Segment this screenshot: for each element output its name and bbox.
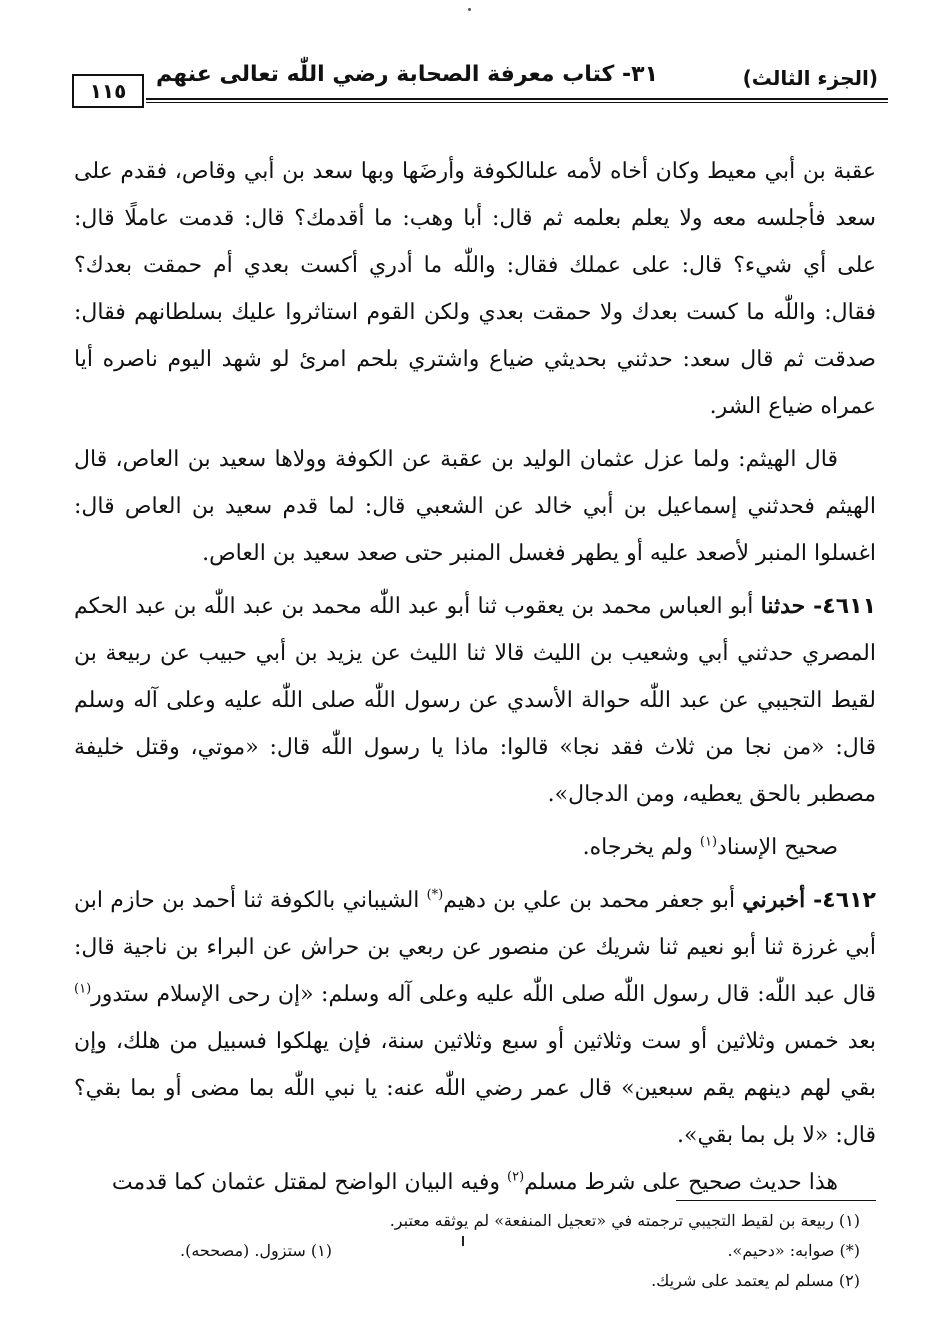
closing-text: هذا حديث صحيح على شرط مسلم [524,1170,838,1195]
page-number: ١١٥ [72,74,144,108]
volume-label: (الجزء الثالث) [742,66,878,90]
hadith-text: أبو العباس محمد بن يعقوب ثنا أبو عبد اللّٰه محمد بن عبد اللّٰه بن عبد الحكم المصري حدثني أبي وشعيب بن الليث قالا ثنا الليث عن يزيد بن أبي حبيب عن ربيعة بن لقيط التجيبي عن عبد اللّٰه حوالة الأسدي عن رسول اللّٰه صلى اللّٰه عليه وعلى آله وسلم قال: «من نجا من ثلاث فقد نجا» قالوا: ماذا يا رسول اللّٰه قال: «موتي، وقتل خليفة مصطبر بالحق يعطيه، ومن الدجال». [74,594,876,807]
footnotes [70,1206,860,1296]
page-body [74,148,876,1206]
footnote-ref: (*) [426,887,444,903]
hadith-text: الشيباني بالكوفة ثنا أحمد بن حازم ابن أبي غرزة ثنا أبو نعيم ثنا شريك عن منصور عن ربعي بن حراش عن البراء بن ناجية قال: قال عبد اللّٰه: قال رسول اللّٰه صلى اللّٰه عليه وعلى آله وسلم: «إن رحى الإسلام ستدور [74,888,876,1007]
footnote-ref: (١) [74,981,92,997]
footnote-1: (١) ربيعة بن لقيط التجيبي ترجمته في «تعجيل المنفعة» لم يوثقه معتبر. [389,1211,860,1230]
footnote-ref: (٢) [507,1169,525,1185]
footnote-ref: (١) [699,834,718,850]
hadith-4611 [74,583,876,818]
header-rule [146,98,888,100]
paragraph-2: قال الهيثم: ولما عزل عثمان الوليد بن عقبة عن الكوفة وولاها سعيد بن العاص، قال الهيثم فحدثني إسماعيل بن أبي خالد عن الشعبي قال: لما قدم سعيد بن العاص قال: اغسلوا المنبر لأصعد عليه أو يطهر فغسل المنبر حتى صعد سعيد بن العاص. [74,447,876,566]
hadith-4611-grading [74,824,876,871]
book-title: ٣١- كتاب معرفة الصحابة رضي اللّٰه تعالى عنهم [156,62,658,87]
page-header [72,62,888,102]
footnote-separator [676,1200,876,1201]
footnote-side: (١) ستزول. (مصححه). [180,1241,333,1260]
hadith-number: ٤٦١٢ [822,888,876,913]
hadith-text: بعد خمس وثلاثين أو ست وثلاثين أو سبع وثلاثين سنة، فإن يهلكوا فسبيل من هلك، وإن بقي لهم دينهم يقم سبعين» قال عمر رضي اللّٰه عنه: يا نبي اللّٰه بما مضى أو بما بقي؟ قال: «لا بل بما بقي». [74,1029,876,1148]
hadith-lead: - أخبرني [742,887,823,913]
grading-text-end: ولم يخرجاه. [582,835,693,860]
hadith-lead: - حدثنا [760,593,823,619]
hadith-text: أبو جعفر محمد بن علي بن دهيم [443,888,736,913]
footnote-star [70,1236,860,1266]
footnote-star-text: (*) صوابه: «دحيم». [727,1241,860,1260]
scan-speck [468,8,471,11]
grading-text: صحيح الإسناد [717,835,838,860]
footnote-2: (٢) مسلم لم يعتمد على شريك. [651,1271,860,1290]
closing-text: وفيه البيان الواضح لمقتل عثمان كما قدمت [111,1170,501,1195]
hadith-4612 [74,877,876,1159]
hadith-number: ٤٦١١ [822,594,877,619]
closing-paragraph [74,1159,876,1206]
header-rule-thin [146,102,888,103]
paragraph-1: عقبة بن أبي معيط وكان أخاه لأمه علىالكوفة وأرضَها وبها سعد بن أبي وقاص، فقدم على سعد فأجلسه معه ولا يعلم بعلمه ثم قال: أبا وهب: ما أقدمك؟ قال: قدمت عاملًا قال: على أي شيء؟ قال: على عملك فقال: واللّٰه ما أدري أكست بعدي أم حمقت بعدك؟ فقال: واللّٰه ما كست بعدك ولا حمقت بعدي ولكن القوم استاثروا عليك بسلطانهم فقال: صدقت ثم قال سعد: حدثني بحديثي ضياع واشتري بلحم امرئ لو شهد اليوم ناصره أيا عمراه ضياع الشر. [74,159,876,419]
